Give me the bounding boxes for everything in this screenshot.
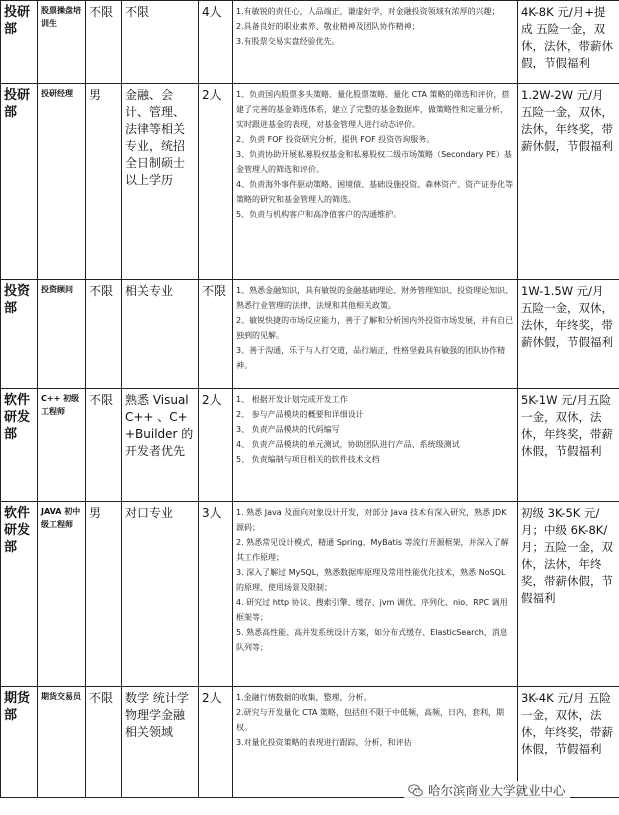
- duty-item: 3、善于沟通，乐于与人打交道，品行端正，性格坚毅具有敏强的团队协作精神。: [236, 346, 506, 370]
- duty-item: 3.有股票交易实盘经验优先。: [236, 37, 340, 46]
- table-row: [1, 502, 619, 687]
- salary-cell: 初级 3K-5K 元/月；中级 6K-8K/月；五险一金，双休，法休，年终奖，带薪休假，节假福利: [518, 502, 619, 687]
- gender-cell: 不限: [86, 280, 122, 389]
- duty-item: 2.研究与开发量化 CTA 策略，包括但不限于中低频，高频，日内，套利，期权。: [236, 708, 505, 732]
- major-cell: 对口专业: [122, 502, 199, 687]
- duty-item: 5、 负责编制与项目相关的软件技术文档: [236, 455, 380, 464]
- duty-item: 1. 熟悉 Java 及面向对象设计开发，对部分 Java 技术有深入研究，熟悉 JDK 源码；: [236, 508, 507, 532]
- headcount-cell: 3人: [199, 502, 233, 687]
- salary-cell: 1W-1.5W 元/月 五险一金，双休，法休，年终奖，带薪休假，节假福利: [518, 280, 619, 389]
- duty-item: 3.对量化投资策略的表现进行跟踪，分析，和评估: [236, 738, 412, 747]
- position-cell: 股票操盘培训生: [38, 1, 86, 84]
- duties-cell: [233, 280, 518, 389]
- duty-item: 1、负责国内股票多头策略、量化股票策略、量化 CTA 策略的筛选和评价，搭建了完善的基金筛选体系，建立了完整的基金数据库，做策略性和定量分析，实时跟进基金的表现，对基金管理人进行动态评价。: [236, 90, 510, 129]
- duty-item: 4、负责海外事件驱动策略、困境债、基础设施投资、森林资产、资产证券化等策略的研究和基金管理人的筛选。: [236, 180, 514, 204]
- table-row: [1, 1, 619, 84]
- duty-item: 1、 根据开发计划完成开发工作: [236, 395, 348, 404]
- position-cell: C++ 初级工程师: [38, 389, 86, 502]
- department-cell: 软件研发部: [1, 389, 38, 502]
- duties-cell: [233, 502, 518, 687]
- duties-cell: [233, 389, 518, 502]
- duty-item: 2、负责 FOF 投资研究分析，提供 FOF 投资咨询服务。: [236, 135, 435, 144]
- gender-cell: 不限: [86, 1, 122, 84]
- duty-item: 2、敏锐快捷的市场反应能力，善于了解和分析国内外投资市场发展，并有自已独到的见解。: [236, 316, 514, 340]
- position-cell: JAVA 初中级工程师: [38, 502, 86, 687]
- duty-item: 2、 参与产品模块的概要和详细设计: [236, 410, 364, 419]
- duty-item: 4. 研究过 http 协议、搜索引擎、缓存、jvm 调优、序列化、nio、RPC 调用框架等；: [236, 598, 508, 622]
- salary-cell: 4K-8K 元/月+提成 五险一金，双休，法休，带薪休假，节假福利: [518, 1, 619, 84]
- duties-cell: [233, 84, 518, 280]
- department-cell: 投研部: [1, 1, 38, 84]
- gender-cell: 男: [86, 84, 122, 280]
- department-cell: 期货部: [1, 687, 38, 798]
- table-row: [1, 84, 619, 280]
- duty-item: 3. 深入了解过 MySQL，熟悉数据库原理及常用性能优化技术，熟悉 NoSQL 的原理、使用场景及限制；: [236, 568, 506, 592]
- department-cell: 投资部: [1, 280, 38, 389]
- duty-item: 1、熟悉金融知识，具有敏锐的金融基础理论、财务管理知识、投资理论知识、熟悉行业管理的法律、法规和其他相关政策。: [236, 286, 514, 310]
- duty-item: 2.具备良好的职业素养、敬业精神及团队协作精神；: [236, 22, 420, 31]
- gender-cell: 不限: [86, 389, 122, 502]
- position-cell: 投资顾问: [38, 280, 86, 389]
- department-cell: 软件研发部: [1, 502, 38, 687]
- duty-item: 1.有敏锐的责任心，人品端正，谦虚好学，对金融投资领域有浓厚的兴趣；: [236, 7, 500, 16]
- salary-cell: 1.2W-2W 元/月 五险一金，双休，法休，年终奖，带薪休假，节假福利: [518, 84, 619, 280]
- headcount-cell: 4人: [199, 1, 233, 84]
- duty-item: 5、负责与机构客户和高净值客户的沟通维护。: [236, 210, 402, 219]
- headcount-cell: 2人: [199, 389, 233, 502]
- major-cell: 熟悉 Visual C++ 、C++Builder 的开发者优先: [122, 389, 199, 502]
- gender-cell: 不限: [86, 687, 122, 798]
- duty-item: 3、负责协助开展私募股权基金和私募股权二级市场策略（Secondary PE）基金管理人的筛选和评价。: [236, 150, 512, 174]
- duty-item: 1.金融行情数据的收集，整理，分析。: [236, 693, 372, 702]
- wechat-icon: [408, 783, 423, 798]
- gender-cell: 男: [86, 502, 122, 687]
- duty-item: 3、 负责产品模块的代码编写: [236, 425, 340, 434]
- salary-cell: 3K-4K 元/月 五险一金，双休，法休，年终奖，带薪休假，节假福利: [518, 687, 619, 798]
- headcount-cell: 2人: [199, 687, 233, 798]
- table-row: [1, 389, 619, 502]
- duty-item: 5. 熟悉高性能、高并发系统设计方案，如分布式缓存、ElasticSearch、消息队列等；: [236, 628, 508, 652]
- major-cell: 相关专业: [122, 280, 199, 389]
- major-cell: 数学 统计学 物理学金融相关领域: [122, 687, 199, 798]
- major-cell: 不限: [122, 1, 199, 84]
- watermark: [404, 781, 570, 799]
- duties-cell: [233, 1, 518, 84]
- watermark-text: 哈尔滨商业大学就业中心: [428, 783, 566, 798]
- headcount-cell: 不限: [199, 280, 233, 389]
- table-row: [1, 280, 619, 389]
- major-cell: 金融、会计、管理、法律等相关专业，统招全日制硕士以上学历: [122, 84, 199, 280]
- department-cell: 投研部: [1, 84, 38, 280]
- headcount-cell: 2人: [199, 84, 233, 280]
- position-cell: 投研经理: [38, 84, 86, 280]
- position-cell: 期货交易员: [38, 687, 86, 798]
- duty-item: 4、 负责产品模块的单元测试，协助团队进行产品、系统级测试: [236, 440, 460, 449]
- duty-item: 2. 熟悉常见设计模式，精通 Spring、MyBatis 等流行开源框架，并深入了解其工作原理；: [236, 538, 509, 562]
- salary-cell: 5K-1W 元/月五险一金，双休，法休，年终奖，带薪休假，节假福利: [518, 389, 619, 502]
